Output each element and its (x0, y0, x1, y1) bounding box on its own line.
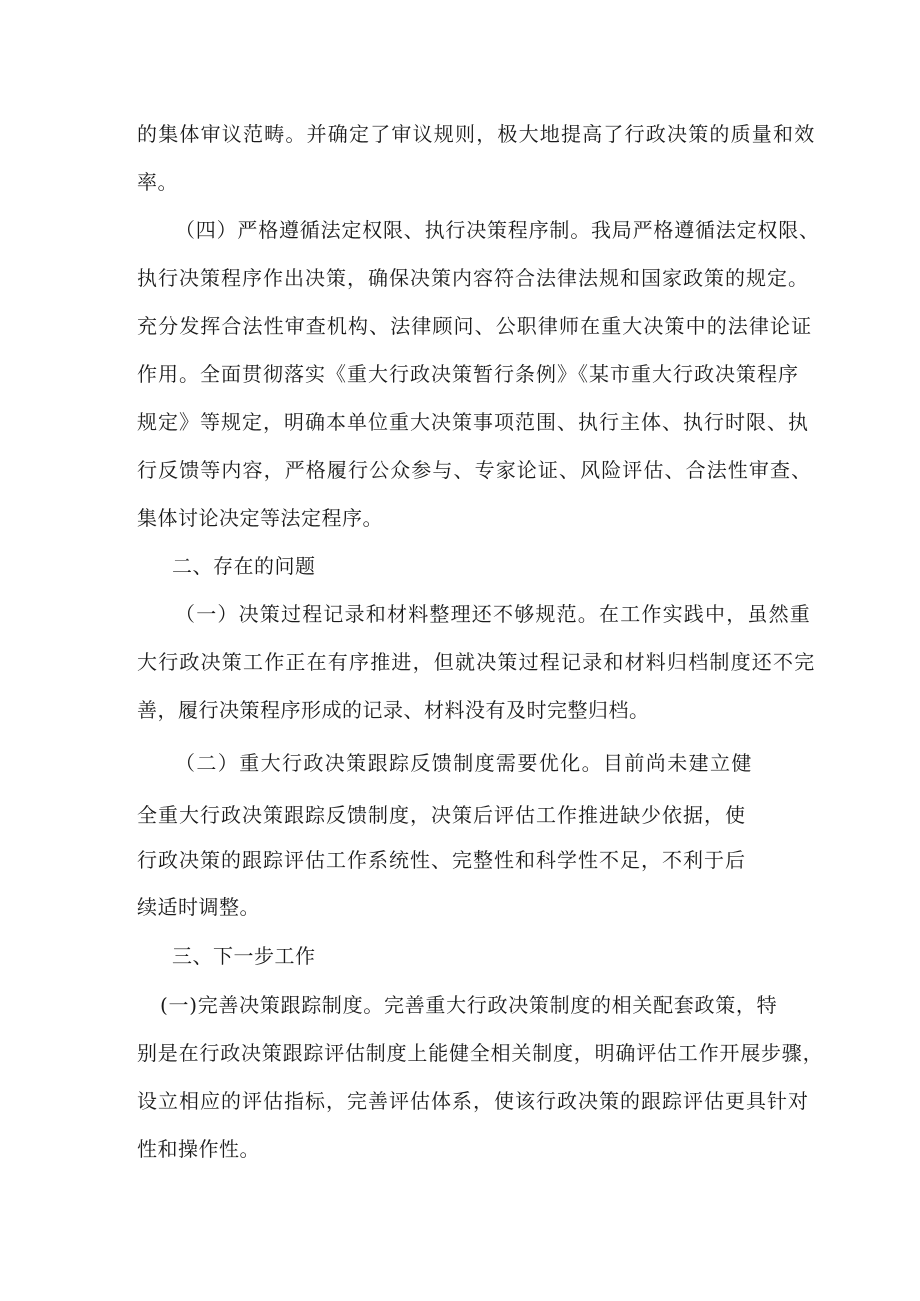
text-line: （一）决策过程记录和材料整理还不够规范。在工作实践中，虽然重 (175, 602, 811, 626)
text-line: 全重大行政决策跟踪反馈制度，决策后评估工作推进缺少依据，使 (137, 803, 746, 827)
text-line: 善，履行决策程序形成的记录、材料没有及时完整归档。 (137, 698, 650, 722)
text-line: 的集体审议范畴。并确定了审议规则，极大地提高了行政决策的质量和效 (137, 122, 816, 146)
text-line: 设立相应的评估指标，完善评估体系，使该行政决策的跟踪评估更具针对 (137, 1089, 809, 1113)
text-line: 行政决策的跟踪评估工作系统性、完整性和科学性不足，不利于后 (137, 848, 746, 872)
text-line: 规定》等规定，明确本单位重大决策事项范围、执行主体、执行时限、执 (137, 410, 809, 434)
text-line: 集体讨论决定等法定程序。 (137, 506, 383, 530)
section-heading: 二、存在的问题 (172, 554, 316, 578)
text-line: 率。 (137, 170, 178, 194)
text-line: 充分发挥合法性审查机构、法律顾问、公职律师在重大决策中的法律论证 (137, 314, 813, 338)
section-heading: 三、下一步工作 (172, 944, 316, 968)
text-line: 行反馈等内容，严格履行公众参与、专家论证、风险评估、合法性审查、 (137, 458, 813, 482)
text-line: 作用。全面贯彻落实《重大行政决策暂行条例》《某市重大行政决策程序 (137, 362, 799, 386)
text-line: 别是在行政决策跟踪评估制度上能健全相关制度，明确评估工作开展步骤， (137, 1041, 824, 1065)
text-line: 执行决策程序作出决策，确保决策内容符合法律法规和国家政策的规定。 (137, 266, 809, 290)
text-line: （二）重大行政决策跟踪反馈制度需要优化。目前尚未建立健 (175, 751, 753, 775)
text-line: （四）严格遵循法定权限、执行决策程序制。我局严格遵循法定权限、 (175, 218, 820, 242)
text-line: 续适时调整。 (137, 895, 260, 919)
text-line: (一)完善决策跟踪制度。完善重大行政决策制度的相关配套政策，特 (160, 993, 778, 1017)
text-line: 性和操作性。 (137, 1137, 260, 1161)
text-line: 大行政决策工作正在有序推进，但就决策过程记录和材料归档制度还不完 (137, 650, 816, 674)
